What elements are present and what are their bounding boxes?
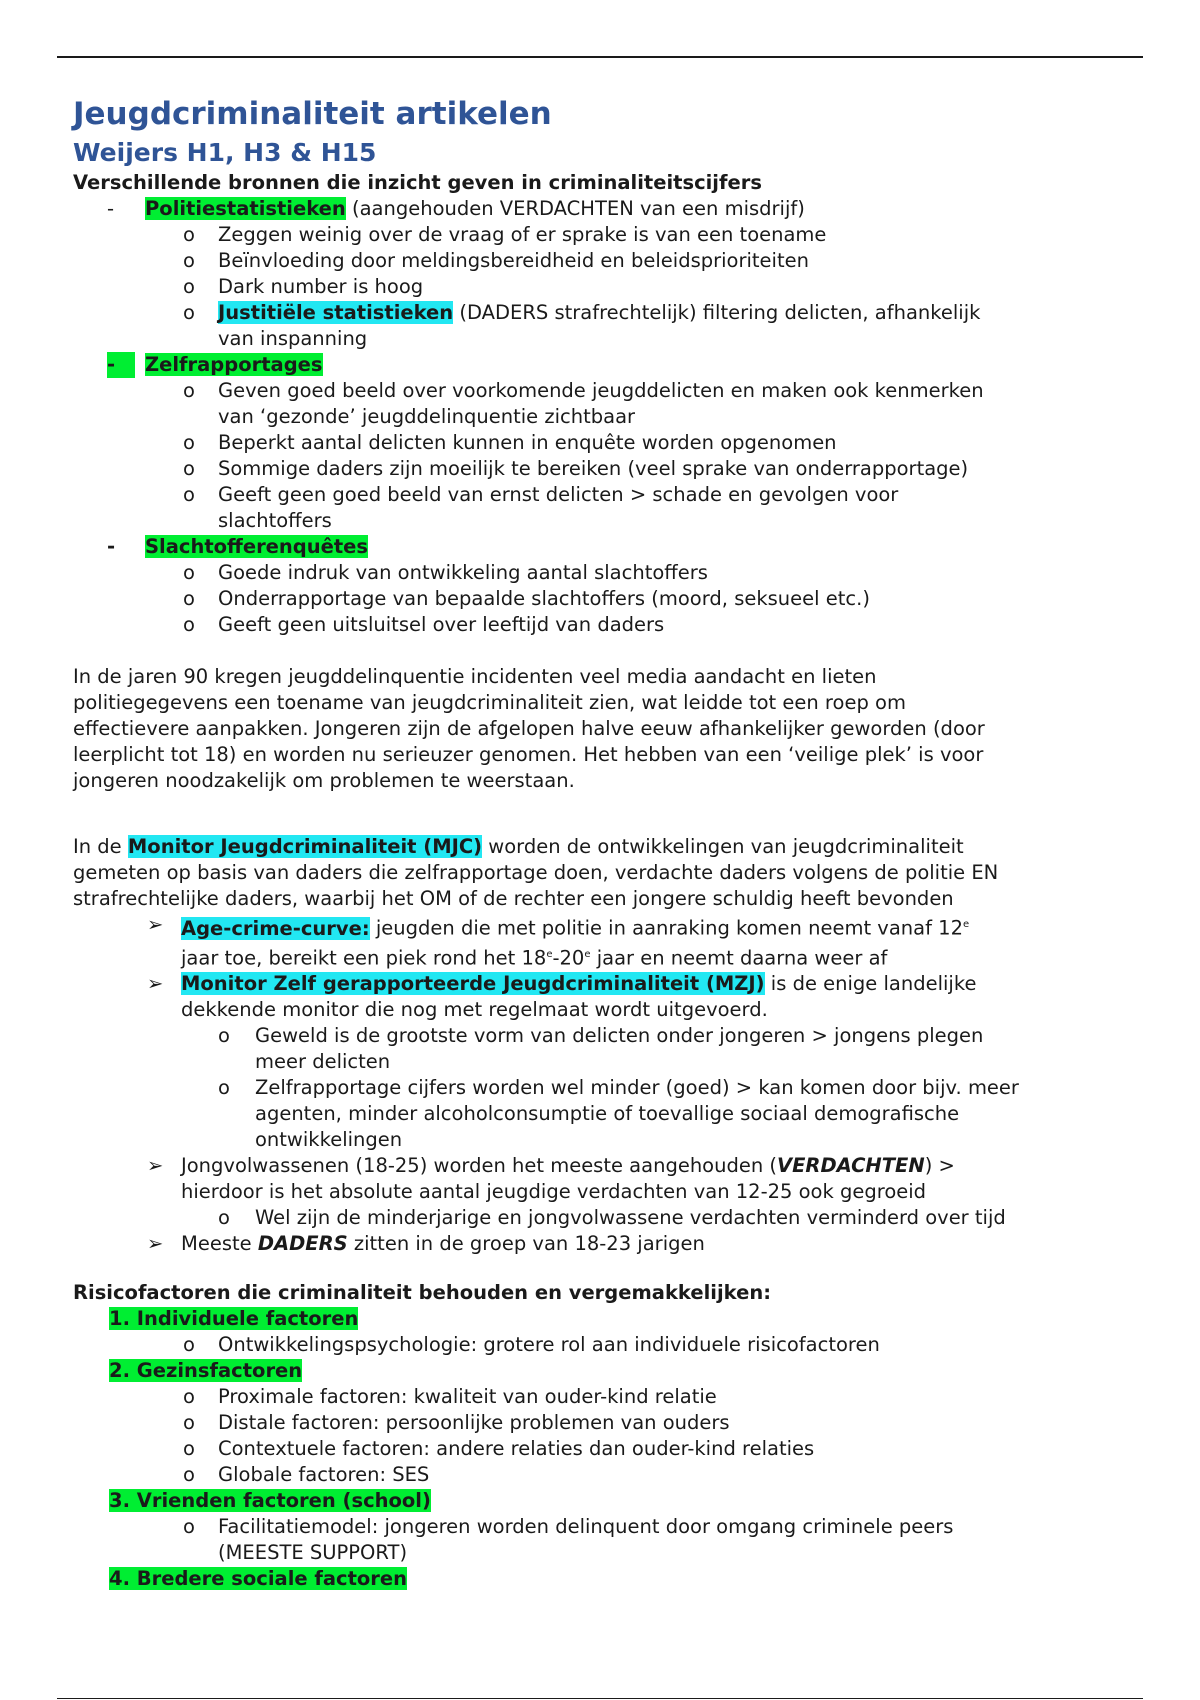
list-item-continuation: hierdoor is het absolute aantal jeugdige verdachten van 12-25 ook gegroeid	[181, 1180, 927, 1203]
document-page	[73, 92, 1133, 1592]
numbered-item-bredere: 4. Bredere sociale factoren	[109, 1567, 408, 1590]
list-item-continuation: slachtoffers	[218, 509, 332, 532]
list-item: o Geweld is de grootste vorm van delicten onder jongeren > jongens plegen	[218, 1024, 984, 1047]
list-item: o Beperkt aantal delicten kunnen in enquête worden opgenomen	[183, 431, 837, 454]
numbered-item-gezin: 2. Gezinsfactoren	[109, 1359, 303, 1382]
list-item: o Dark number is hoog	[183, 275, 424, 298]
numbered-item-vrienden: 3. Vrienden factoren (school)	[109, 1489, 431, 1512]
list-item-meeste-daders: ➢ Meeste DADERS zitten in de groep van 18-23 jarigen	[147, 1232, 705, 1255]
list-item: o Facilitatiemodel: jongeren worden delinquent door omgang criminele peers	[183, 1515, 954, 1538]
list-item: o Onderrapportage van bepaalde slachtoffers (moord, seksueel etc.)	[183, 587, 870, 610]
list-item: o Zelfrapportage cijfers worden wel minder (goed) > kan komen door bijv. meer	[218, 1076, 1019, 1099]
paragraph-mjc: In de Monitor Jeugdcriminaliteit (MJC) worden de ontwikkelingen van jeugdcriminaliteit	[73, 835, 964, 858]
list-item: o Geven goed beeld over voorkomende jeugddelicten en maken ook kenmerken	[183, 379, 984, 402]
list-item: o Goede indruk van ontwikkeling aantal slachtoffers	[183, 561, 708, 584]
list-item-mzj: ➢ Monitor Zelf gerapporteerde Jeugdcriminaliteit (MZJ) is de enige landelijke	[147, 972, 977, 995]
section-heading-sources: Verschillende bronnen die inzicht geven in criminaliteitscijfers	[73, 171, 762, 194]
list-item-continuation: (MEESTE SUPPORT)	[218, 1541, 408, 1564]
list-item: o Zeggen weinig over de vraag of er sprake is van een toename	[183, 223, 827, 246]
list-item: o Globale factoren: SES	[183, 1463, 430, 1486]
page-title: Jeugdcriminaliteit artikelen	[73, 96, 552, 132]
list-item: o Contextuele factoren: andere relaties dan ouder-kind relaties	[183, 1437, 815, 1460]
dash-marker: -	[107, 197, 115, 220]
list-item-politiestatistieken: - Politiestatistieken (aangehouden VERDACHTEN van een misdrijf)	[107, 197, 805, 220]
page-subtitle: Weijers H1, H3 & H15	[73, 138, 377, 167]
list-item-justitiele-statistieken: o Justitiële statistieken (DADERS strafrechtelijk) filtering delicten, afhankelijk	[183, 301, 981, 324]
paragraph-jaren-90: In de jaren 90 kregen jeugddelinquentie incidenten veel media aandacht en lieten politiegegevens een toename van jeugdcriminaliteit zien, wat leidde tot een roep om effectievere aanpakken. Jongeren zijn de afgelopen halve eeuw afhankelijker geworden (door leerplicht tot 18) en worden nu serieuzer genomen. Het hebben van een ‘veilige plek’ is voor jongeren noodzakelijk om problemen te weerstaan.	[73, 665, 985, 792]
list-item-continuation: meer delicten	[255, 1050, 391, 1073]
list-item-continuation: van inspanning	[218, 327, 368, 350]
list-item: o Geeft geen goed beeld van ernst delicten > schade en gevolgen voor	[183, 483, 899, 506]
list-item-continuation: agenten, minder alcoholconsumptie of toevallige sociaal demografische	[255, 1102, 960, 1125]
list-item-age-crime-curve: ➢ Age-crime-curve: jeugden die met politie in aanraking komen neemt vanaf 12e	[147, 913, 970, 940]
paragraph-line: strafrechtelijke daders, waarbij het OM of de rechter een jongere schuldig heeft bevonden	[73, 887, 954, 910]
paragraph-line: gemeten op basis van daders die zelfrapportage doen, verdachte daders volgens de politie EN	[73, 861, 999, 884]
list-item-zelfrapportages: - Zelfrapportages	[107, 353, 323, 376]
list-item-continuation: van ‘gezonde’ jeugddelinquentie zichtbaar	[218, 405, 636, 428]
top-rule	[57, 56, 1143, 58]
list-item-continuation: jaar toe, bereikt een piek rond het 18e-20e jaar en neemt daarna weer af	[181, 946, 888, 969]
bottom-rule	[57, 1698, 1143, 1699]
list-item: o Geeft geen uitsluitsel over leeftijd van daders	[183, 613, 665, 636]
list-item: o Proximale factoren: kwaliteit van ouder-kind relatie	[183, 1385, 717, 1408]
list-item-continuation: ontwikkelingen	[255, 1128, 403, 1151]
list-item: o Wel zijn de minderjarige en jongvolwassene verdachten verminderd over tijd	[218, 1206, 1006, 1229]
list-item: o Ontwikkelingspsychologie: grotere rol aan individuele risicofactoren	[183, 1333, 880, 1356]
list-item: o Beïnvloeding door meldingsbereidheid en beleidsprioriteiten	[183, 249, 809, 272]
list-item: o Sommige daders zijn moeilijk te bereiken (veel sprake van onderrapportage)	[183, 457, 969, 480]
list-item-jongvolwassenen: ➢ Jongvolwassenen (18-25) worden het meeste aangehouden (VERDACHTEN) >	[147, 1154, 955, 1177]
numbered-item-individuele: 1. Individuele factoren	[109, 1307, 359, 1330]
list-item: o Distale factoren: persoonlijke problemen van ouders	[183, 1411, 730, 1434]
section-heading-risk: Risicofactoren die criminaliteit behouden en vergemakkelijken:	[73, 1281, 772, 1304]
list-item-continuation: dekkende monitor die nog met regelmaat wordt uitgevoerd.	[181, 998, 768, 1021]
list-item-slachtofferenquetes: - Slachtofferenquêtes	[107, 535, 369, 558]
